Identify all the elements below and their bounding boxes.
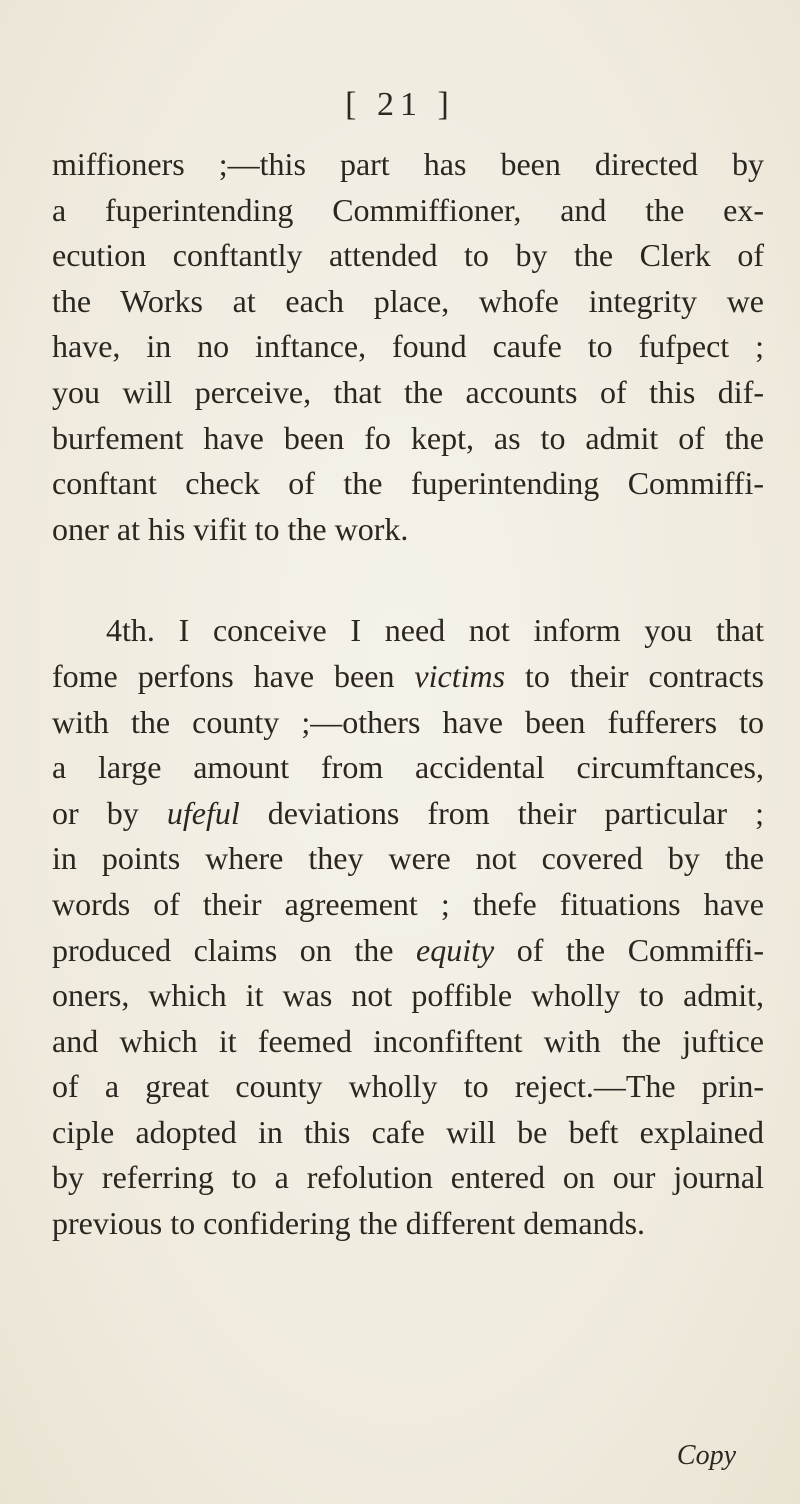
paragraph-gap — [52, 552, 764, 608]
text-line: fome perfons have been victims to their contracts — [52, 657, 765, 694]
text-line: previous to confidering the different demands. — [52, 1205, 646, 1242]
text-line: oners, which it was not poffible wholly to admit, — [52, 977, 764, 1014]
body-text — [52, 142, 764, 1247]
text-line: with the county ;—others have been fufferers to — [52, 703, 764, 740]
text-line: miffioners ;—this part has been directed by — [52, 146, 764, 182]
page-number: [ 21 ] — [345, 86, 455, 123]
text-line: in points where they were not covered by the — [52, 840, 764, 877]
text-line: have, in no inftance, found caufe to fufpect ; — [52, 328, 764, 365]
text-line: the Works at each place, whofe integrity we — [52, 282, 764, 319]
text-line: you will perceive, that the accounts of this dif- — [52, 373, 764, 410]
text-line: ciple adopted in this cafe will be beft explained — [52, 1113, 764, 1150]
text-line: a large amount from accidental circumftances, — [52, 749, 764, 786]
text-line: by referring to a refolution entered on our journal — [52, 1159, 764, 1196]
paragraph-1 — [52, 142, 764, 552]
catchword: Copy — [676, 1440, 736, 1471]
text-line: 4th. I conceive I need not inform you that — [106, 612, 764, 649]
text-line: a fuperintending Commiffioner, and the ex- — [52, 191, 764, 228]
text-line: or by ufeful deviations from their particular ; — [52, 794, 765, 831]
text-line: and which it feemed inconfiftent with the juftice — [52, 1022, 764, 1059]
text-line: burfement have been fo kept, as to admit of the — [52, 419, 764, 456]
text-line: of a great county wholly to reject.—The prin- — [52, 1068, 764, 1105]
paragraph-2 — [52, 608, 764, 1246]
text-line: produced claims on the equity of the Commiffi- — [52, 931, 765, 968]
text-line: ecution conftantly attended to by the Clerk of — [52, 237, 764, 274]
text-line: words of their agreement ; thefe fituations have — [52, 885, 764, 922]
text-line: conftant check of the fuperintending Commiffi- — [52, 465, 764, 502]
text-line: oner at his vifit to the work. — [52, 510, 409, 547]
